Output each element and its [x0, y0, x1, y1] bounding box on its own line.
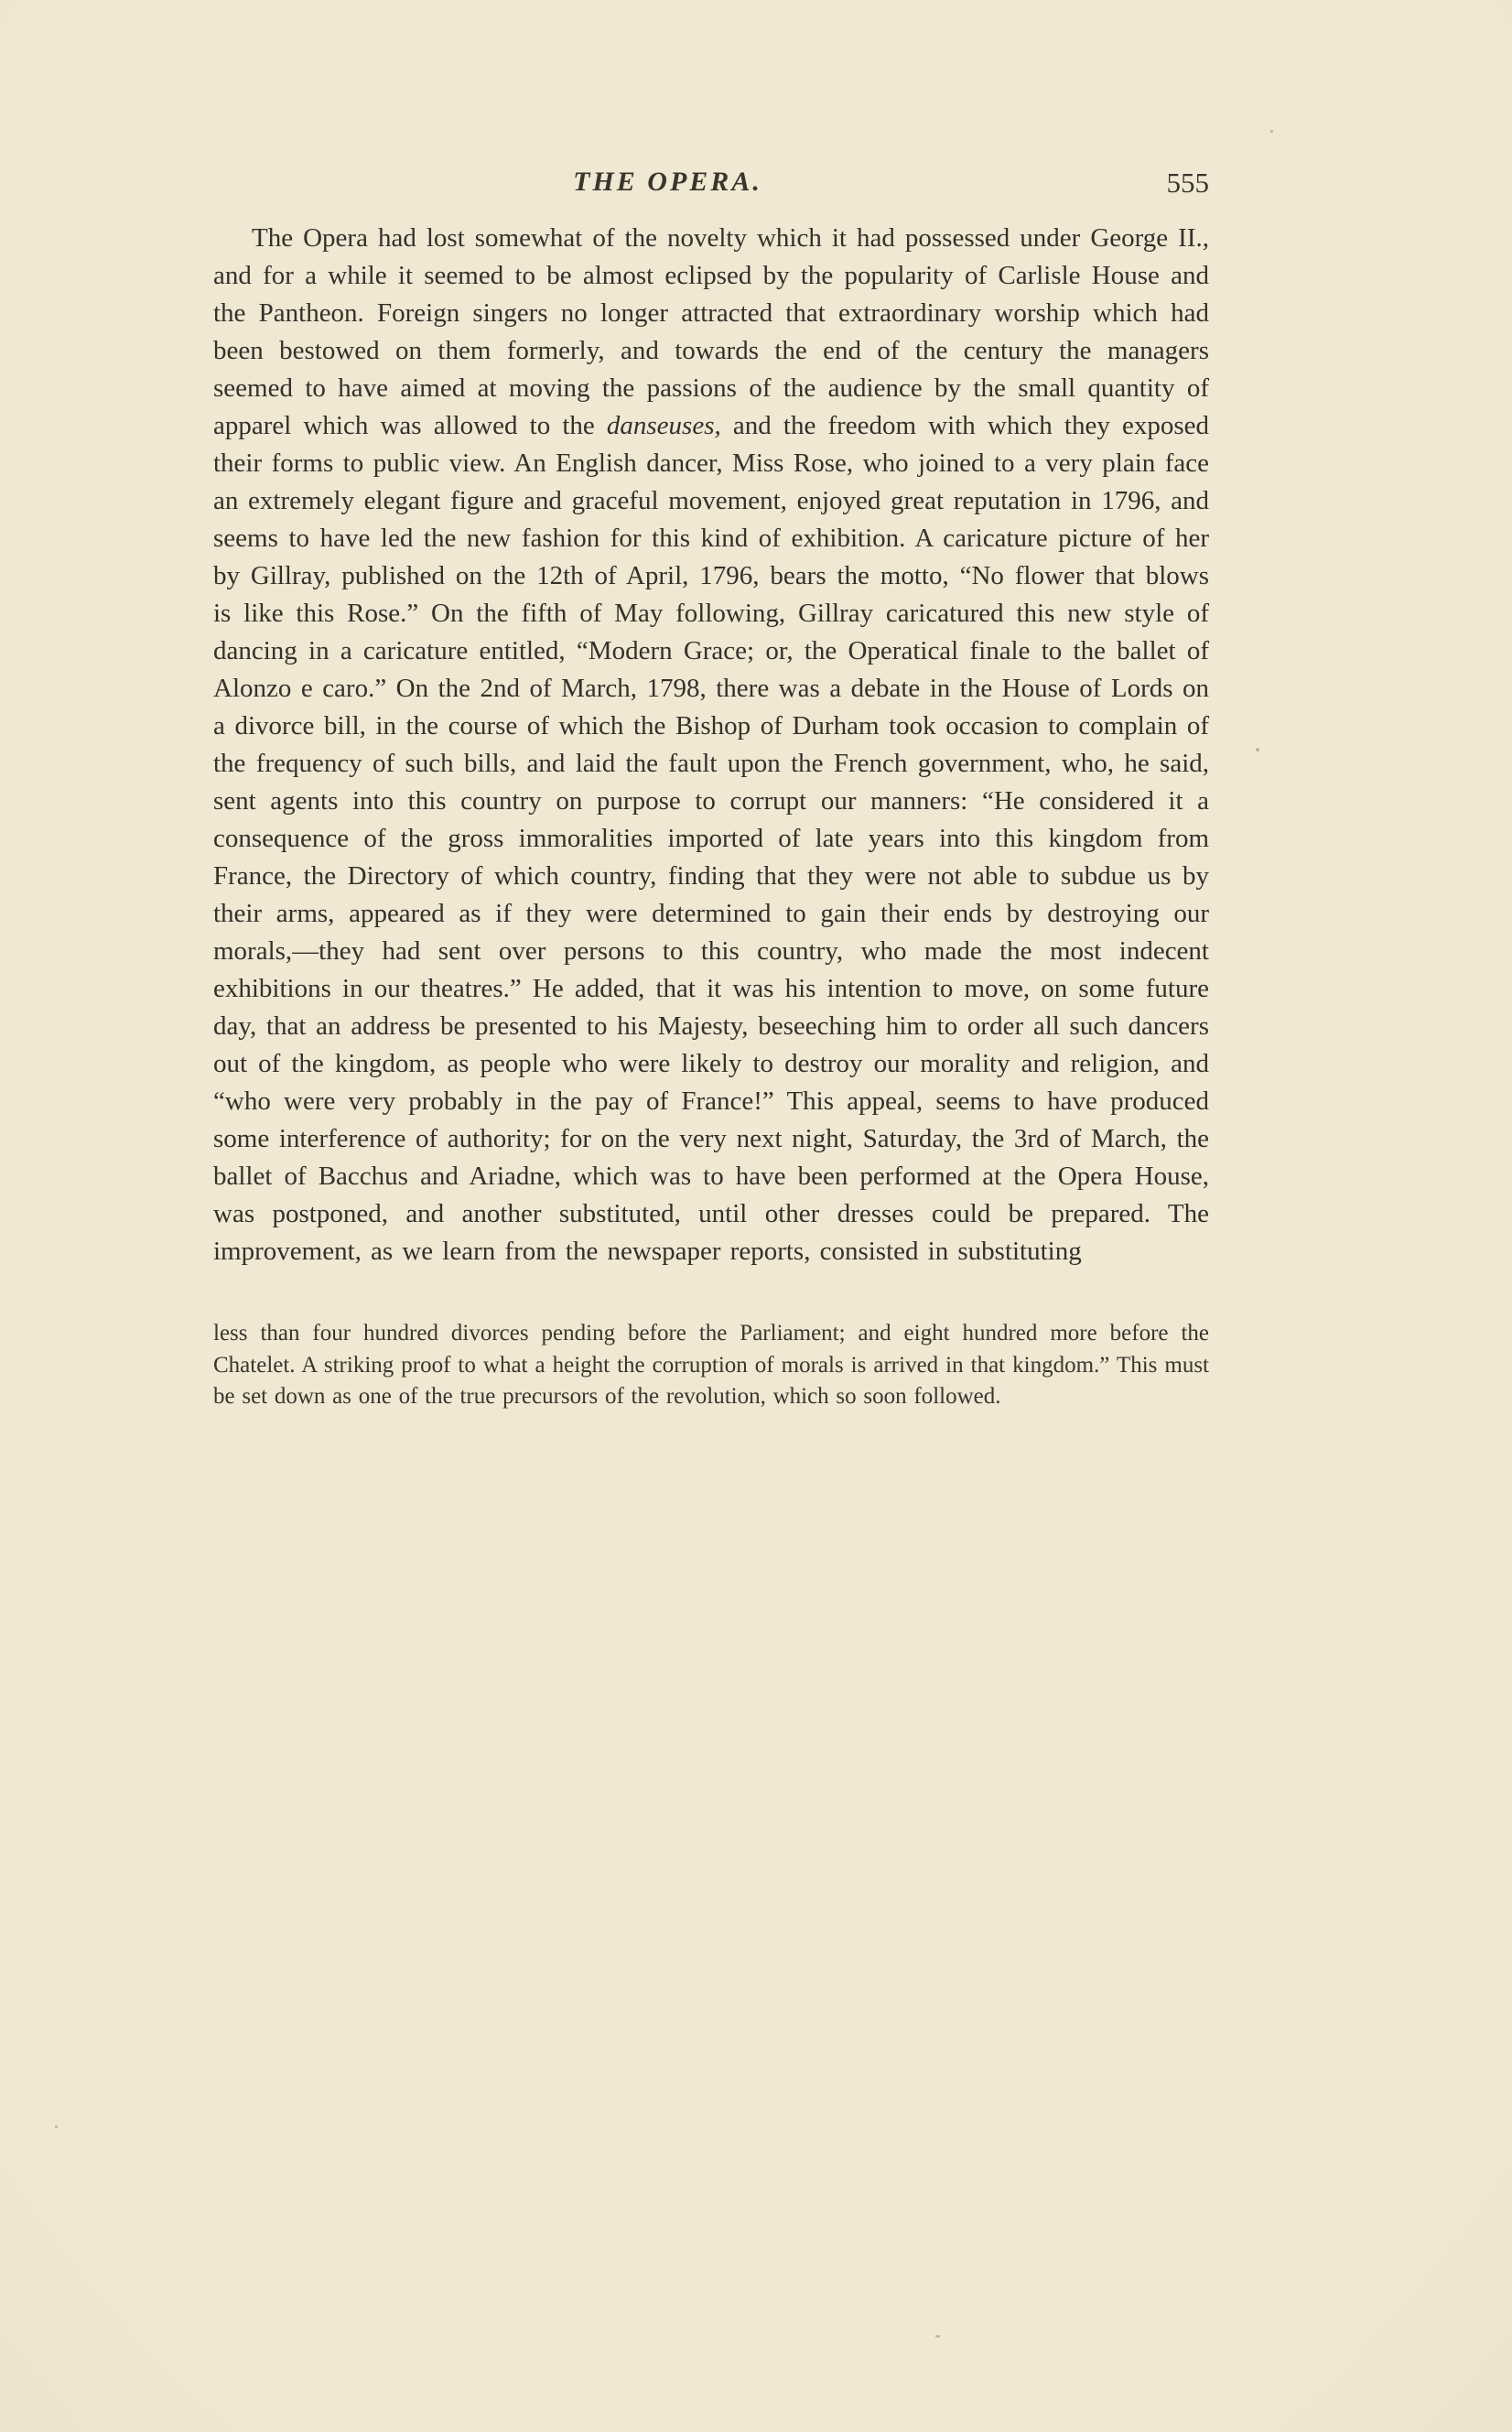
body-paragraph	[213, 220, 1209, 1270]
page-title: THE OPERA.	[573, 167, 762, 197]
scan-speck	[1256, 748, 1259, 751]
scan-speck	[55, 2125, 58, 2128]
page-number: 555	[1166, 167, 1209, 199]
paragraph-segment: and the freedom with which they exposed their forms to public view. An English dancer, Miss Rose, who joined to a very plain face an extremely elegant figure and graceful movement, enjoyed great reputation in 1796, and seems to have led the new fashion for this kind of exhibition. A caricature picture of her by Gillray, published on the 12th of April, 1796, bears the motto, “No flower that blows is like this Rose.” On the fifth of May following, Gillray caricatured this new style of dancing in a caricature entitled, “Modern Grace; or, the Operatical finale to the ballet of Alonzo e caro.” On the 2nd of March, 1798, there was a debate in the House of Lords on a divorce bill, in the course of which the Bishop of Durham took occasion to complain of the frequency of such bills, and laid the fault upon the French government, who, he said, sent agents into this country on purpose to corrupt our manners: “He considered it a consequence of the gross immoralities imported of late years into this kingdom from France, the Directory of which country, finding that they were not able to subdue us by their arms, appeared as if they were determined to gain their ends by destroying our morals,—they had sent over persons to this country, who made the most indecent exhibitions in our theatres.” He added, that it was his intention to move, on some future day, that an address be presented to his Majesty, beseeching him to order all such dancers out of the kingdom, as people who were likely to destroy our morality and religion, and “who were very probably in the pay of France!” This appeal, seems to have produced some interference of authority; for on the very next night, Saturday, the 3rd of March, the ballet of Bacchus and Ariadne, which was to have been performed at the Opera House, was postponed, and another substituted, until other dresses could be prepared. The improvement, as we learn from the newspaper reports, consisted in substituting	[213, 411, 1209, 1266]
scan-speck	[935, 2335, 940, 2338]
scan-speck	[1270, 130, 1273, 133]
footnote: less than four hundred divorces pending before the Parliament; and eight hundred more before the Chatelet. A striking proof to what a height the corruption of morals is arrived in that kingdom.” This must be set down as one of the true precursors of the revolution, which so soon followed.	[213, 1321, 1209, 1409]
content-column	[213, 167, 1209, 1413]
running-header	[213, 167, 1209, 207]
paragraph-segment: The Opera had lost somewhat of the novelty which it had possessed under George II., and for a while it seemed to be almost eclipsed by the popularity of Carlisle House and the Pantheon. Foreign singers no longer attracted that extraordinary worship which had been bestowed on them formerly, and towards the end of the century the managers seemed to have aimed at moving the passions of the audience by the small quantity of apparel which was allowed to the	[213, 223, 1209, 440]
emphasized-word: danseuses,	[606, 411, 721, 440]
